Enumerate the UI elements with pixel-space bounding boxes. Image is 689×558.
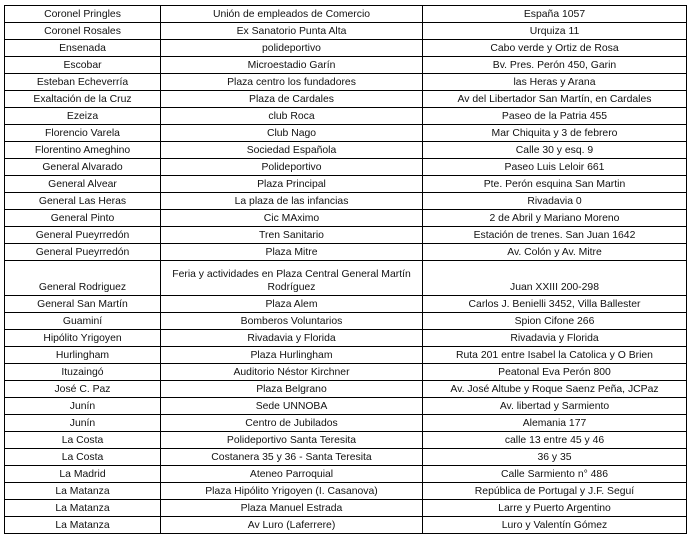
- venue-cell: Sede UNNOBA: [161, 398, 423, 415]
- table-row: [5, 330, 687, 347]
- address-cell: 36 y 35: [423, 449, 687, 466]
- municipality-cell: Esteban Echeverría: [5, 74, 161, 91]
- address-cell: Alemania 177: [423, 415, 687, 432]
- address-cell: Carlos J. Benielli 3452, Villa Ballester: [423, 296, 687, 313]
- venue-cell: Centro de Jubilados: [161, 415, 423, 432]
- venue-cell: Cic MAximo: [161, 210, 423, 227]
- address-cell: República de Portugal y J.F. Seguí: [423, 483, 687, 500]
- municipality-cell: La Matanza: [5, 483, 161, 500]
- municipality-cell: José C. Paz: [5, 381, 161, 398]
- venue-cell: Ateneo Parroquial: [161, 466, 423, 483]
- venue-cell: Plaza Manuel Estrada: [161, 500, 423, 517]
- locations-table: [4, 5, 687, 534]
- municipality-cell: Exaltación de la Cruz: [5, 91, 161, 108]
- table-row: [5, 381, 687, 398]
- table-row: [5, 91, 687, 108]
- table-row: [5, 227, 687, 244]
- table-row: [5, 40, 687, 57]
- table-row: [5, 500, 687, 517]
- address-cell: Mar Chiquita y 3 de febrero: [423, 125, 687, 142]
- table-row: [5, 466, 687, 483]
- table-row: [5, 398, 687, 415]
- address-cell: Av. José Altube y Roque Saenz Peña, JCPaz: [423, 381, 687, 398]
- address-cell: las Heras y Arana: [423, 74, 687, 91]
- venue-cell: La plaza de las infancias: [161, 193, 423, 210]
- address-cell: Juan XXIII 200-298: [423, 261, 687, 296]
- table-row: [5, 23, 687, 40]
- municipality-cell: La Costa: [5, 432, 161, 449]
- address-cell: calle 13 entre 45 y 46: [423, 432, 687, 449]
- table-row: [5, 193, 687, 210]
- venue-cell: Auditorio Néstor Kirchner: [161, 364, 423, 381]
- table-row: [5, 6, 687, 23]
- address-cell: Av. libertad y Sarmiento: [423, 398, 687, 415]
- municipality-cell: Escobar: [5, 57, 161, 74]
- venue-cell: Feria y actividades en Plaza Central General Martín Rodríguez: [161, 261, 423, 296]
- venue-cell: Plaza centro los fundadores: [161, 74, 423, 91]
- municipality-cell: Hurlingham: [5, 347, 161, 364]
- address-cell: 2 de Abril y Mariano Moreno: [423, 210, 687, 227]
- venue-cell: club Roca: [161, 108, 423, 125]
- venue-cell: Plaza Belgrano: [161, 381, 423, 398]
- address-cell: Rivadavia 0: [423, 193, 687, 210]
- municipality-cell: Ezeiza: [5, 108, 161, 125]
- table-row: [5, 483, 687, 500]
- address-cell: Luro y Valentín Gómez: [423, 517, 687, 534]
- venue-cell: Av Luro (Laferrere): [161, 517, 423, 534]
- table-row: [5, 364, 687, 381]
- venue-cell: Costanera 35 y 36 - Santa Teresita: [161, 449, 423, 466]
- municipality-cell: General Pueyrredón: [5, 244, 161, 261]
- municipality-cell: La Costa: [5, 449, 161, 466]
- municipality-cell: Junín: [5, 415, 161, 432]
- table-row: [5, 142, 687, 159]
- table-row: [5, 296, 687, 313]
- venue-cell: Bomberos Voluntarios: [161, 313, 423, 330]
- table-row: [5, 159, 687, 176]
- address-cell: Paseo de la Patria 455: [423, 108, 687, 125]
- municipality-cell: Coronel Rosales: [5, 23, 161, 40]
- municipality-cell: Coronel Pringles: [5, 6, 161, 23]
- municipality-cell: General Pueyrredón: [5, 227, 161, 244]
- address-cell: Peatonal Eva Perón 800: [423, 364, 687, 381]
- address-cell: Bv. Pres. Perón 450, Garin: [423, 57, 687, 74]
- address-cell: Spion Cifone 266: [423, 313, 687, 330]
- table-row: [5, 57, 687, 74]
- municipality-cell: Florencio Varela: [5, 125, 161, 142]
- municipality-cell: La Matanza: [5, 500, 161, 517]
- table-row: [5, 125, 687, 142]
- address-cell: Ruta 201 entre Isabel la Catolica y O Brien: [423, 347, 687, 364]
- table-row: [5, 74, 687, 91]
- document-page: [4, 5, 686, 534]
- venue-cell: Tren Sanitario: [161, 227, 423, 244]
- venue-cell: Unión de empleados de Comercio: [161, 6, 423, 23]
- table-row: [5, 108, 687, 125]
- venue-cell: polideportivo: [161, 40, 423, 57]
- address-cell: Paseo Luis Leloir 661: [423, 159, 687, 176]
- address-cell: Pte. Perón esquina San Martin: [423, 176, 687, 193]
- venue-cell: Plaza Hipólito Yrigoyen (I. Casanova): [161, 483, 423, 500]
- address-cell: Estación de trenes. San Juan 1642: [423, 227, 687, 244]
- venue-cell: Plaza Principal: [161, 176, 423, 193]
- venue-cell: Polideportivo Santa Teresita: [161, 432, 423, 449]
- venue-cell: Plaza Hurlingham: [161, 347, 423, 364]
- municipality-cell: General Alvear: [5, 176, 161, 193]
- municipality-cell: General Rodriguez: [5, 261, 161, 296]
- address-cell: Calle Sarmiento n° 486: [423, 466, 687, 483]
- municipality-cell: Florentino Ameghino: [5, 142, 161, 159]
- venue-cell: Plaza Mitre: [161, 244, 423, 261]
- venue-cell: Plaza de Cardales: [161, 91, 423, 108]
- municipality-cell: La Matanza: [5, 517, 161, 534]
- municipality-cell: General San Martín: [5, 296, 161, 313]
- municipality-cell: General Pinto: [5, 210, 161, 227]
- table-row: [5, 347, 687, 364]
- venue-cell: Polideportivo: [161, 159, 423, 176]
- municipality-cell: La Madrid: [5, 466, 161, 483]
- municipality-cell: Junín: [5, 398, 161, 415]
- address-cell: Rivadavia y Florida: [423, 330, 687, 347]
- venue-cell: Plaza Alem: [161, 296, 423, 313]
- municipality-cell: General Alvarado: [5, 159, 161, 176]
- table-row: [5, 415, 687, 432]
- municipality-cell: Guaminí: [5, 313, 161, 330]
- municipality-cell: General Las Heras: [5, 193, 161, 210]
- address-cell: Urquiza 11: [423, 23, 687, 40]
- address-cell: Larre y Puerto Argentino: [423, 500, 687, 517]
- venue-cell: Microestadio Garín: [161, 57, 423, 74]
- table-row: [5, 432, 687, 449]
- address-cell: Av del Libertador San Martín, en Cardales: [423, 91, 687, 108]
- table-body: [5, 6, 687, 534]
- municipality-cell: Ituzaingó: [5, 364, 161, 381]
- municipality-cell: Hipólito Yrigoyen: [5, 330, 161, 347]
- venue-cell: Rivadavia y Florida: [161, 330, 423, 347]
- venue-cell: Ex Sanatorio Punta Alta: [161, 23, 423, 40]
- table-row: [5, 261, 687, 296]
- table-row: [5, 517, 687, 534]
- address-cell: Cabo verde y Ortiz de Rosa: [423, 40, 687, 57]
- address-cell: Av. Colón y Av. Mitre: [423, 244, 687, 261]
- venue-cell: Club Nago: [161, 125, 423, 142]
- table-row: [5, 449, 687, 466]
- venue-cell: Sociedad Española: [161, 142, 423, 159]
- address-cell: Calle 30 y esq. 9: [423, 142, 687, 159]
- address-cell: España 1057: [423, 6, 687, 23]
- table-row: [5, 313, 687, 330]
- table-row: [5, 176, 687, 193]
- table-row: [5, 210, 687, 227]
- municipality-cell: Ensenada: [5, 40, 161, 57]
- table-row: [5, 244, 687, 261]
